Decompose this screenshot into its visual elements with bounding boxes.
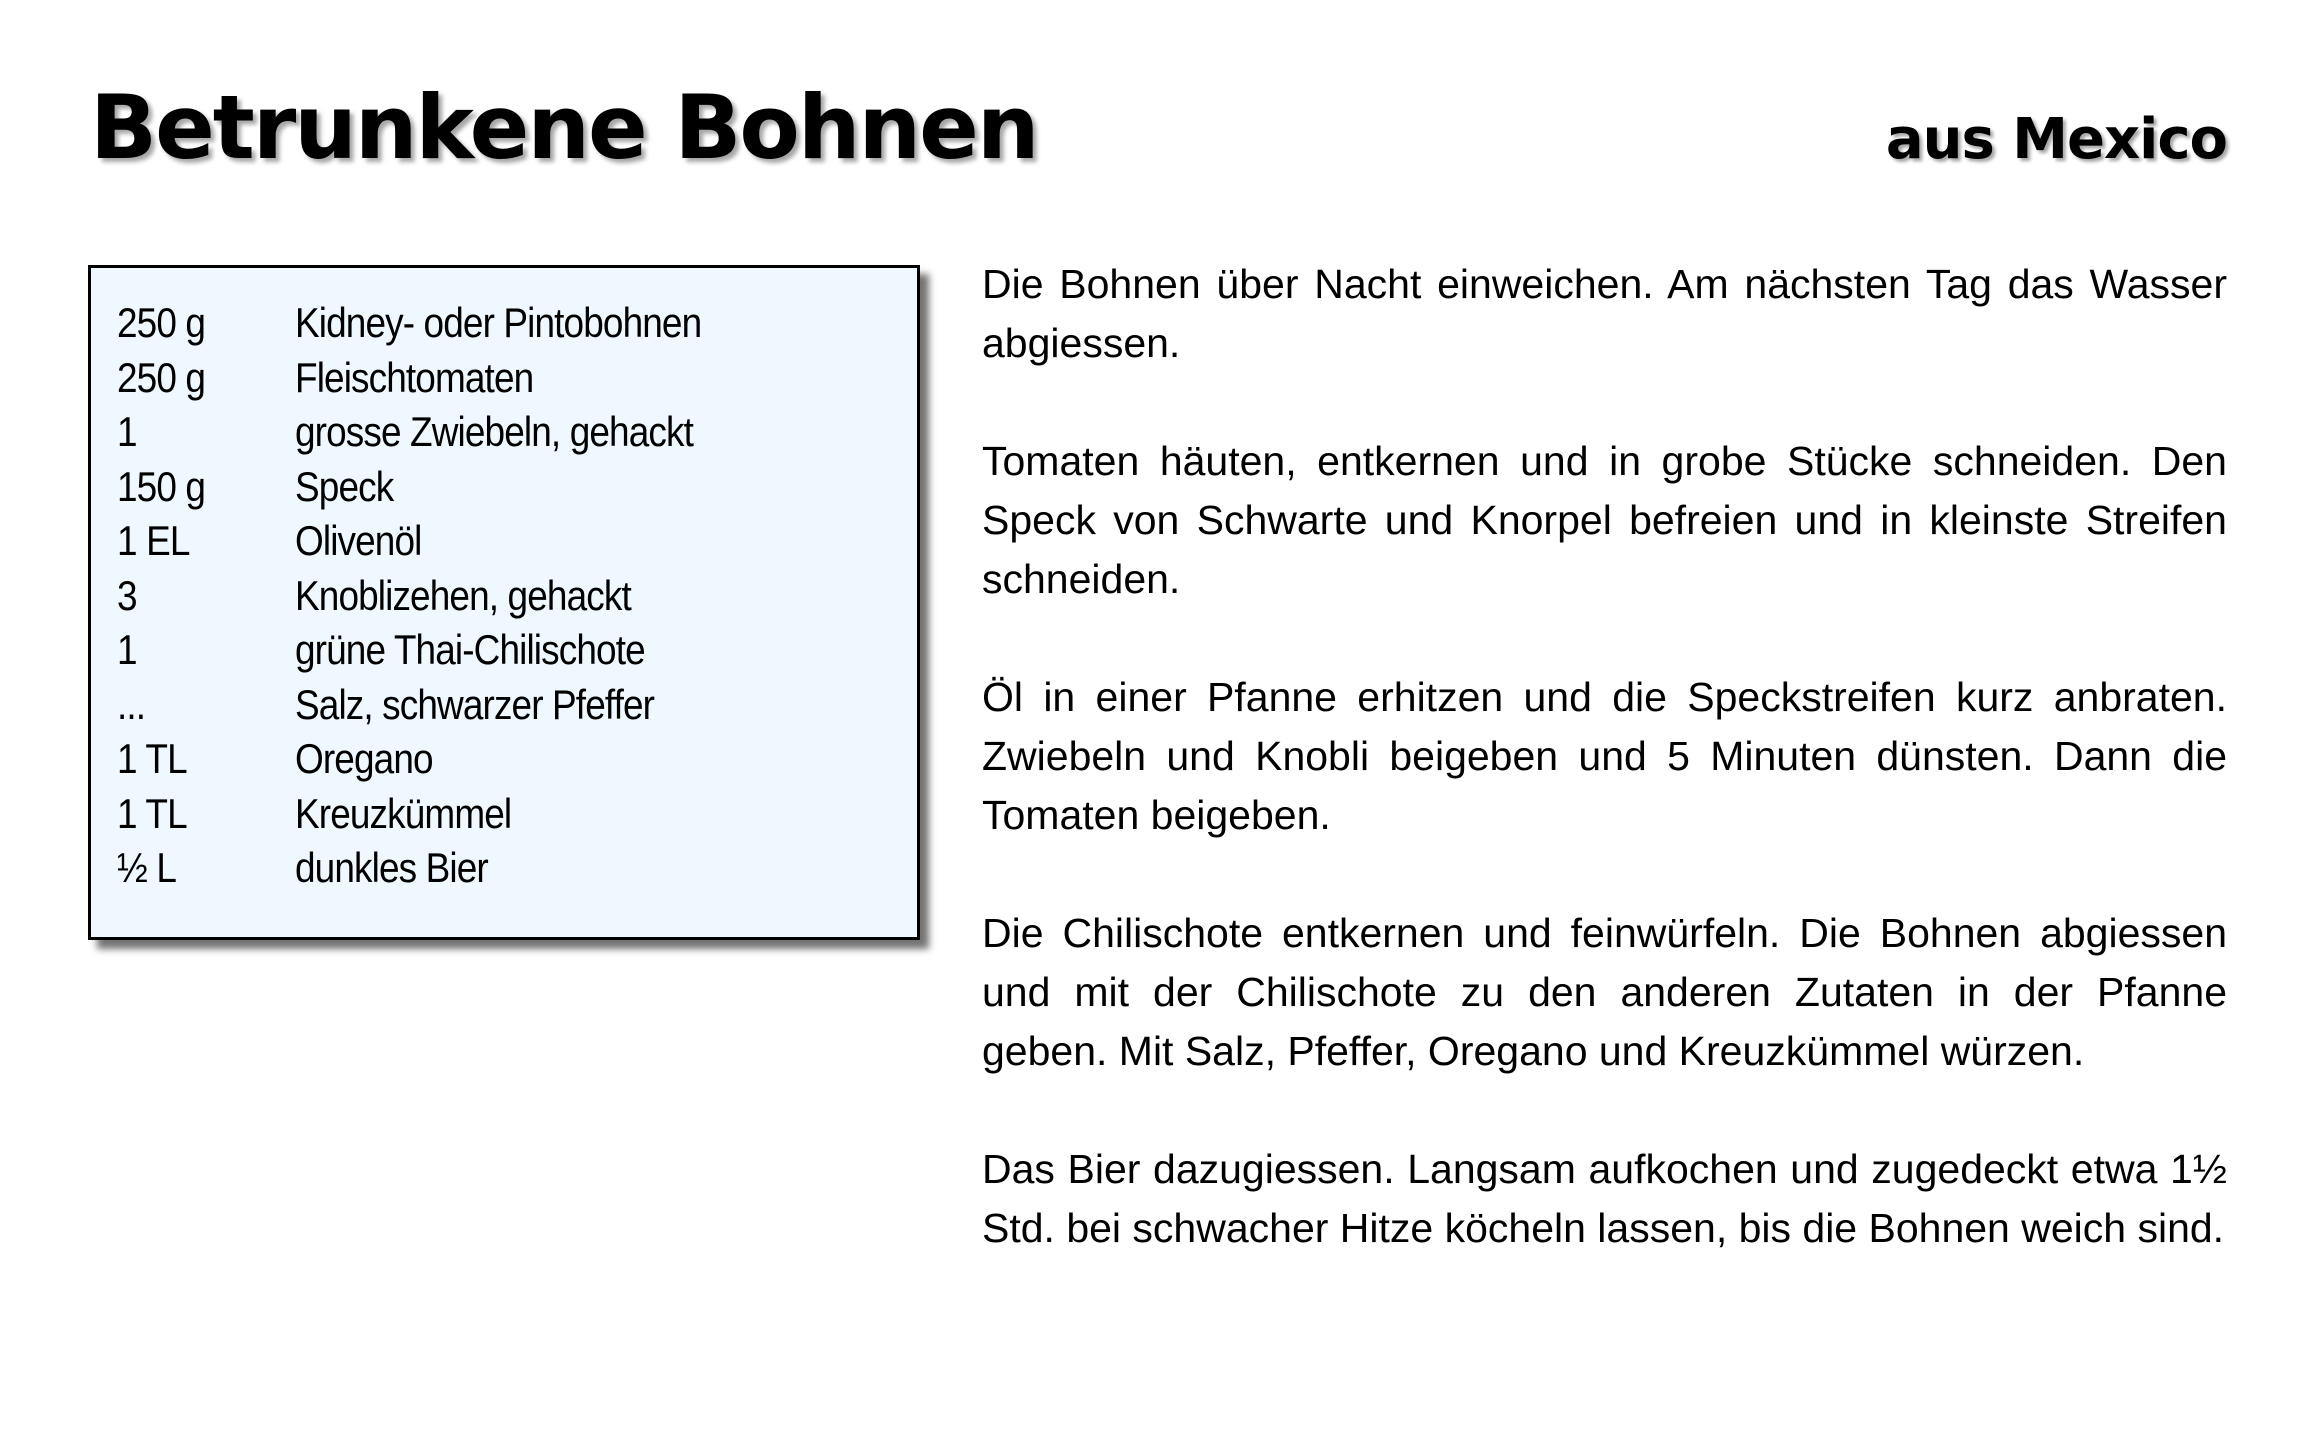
ingredient-row — [117, 623, 897, 678]
ingredient-amount: ½ L — [117, 844, 177, 892]
ingredient-amount: 1 TL — [117, 789, 187, 837]
ingredient-amount: 1 — [117, 626, 137, 674]
ingredient-row — [117, 296, 897, 351]
recipe-title: Betrunkene Bohnen — [90, 76, 1038, 179]
ingredient-row — [117, 405, 897, 460]
ingredient-name: grüne Thai-Chilischote — [295, 626, 645, 674]
ingredient-name: dunkles Bier — [295, 844, 488, 892]
ingredients-box — [88, 265, 920, 940]
recipe-origin: aus Mexico — [1885, 107, 2227, 172]
instruction-step: Die Bohnen über Nacht einweichen. Am nächsten Tag das Wasser abgiessen. — [982, 261, 2227, 366]
instruction-step: Das Bier dazugiessen. Langsam aufkochen und zugedeckt etwa 1½ Std. bei schwacher Hitze köcheln lassen, bis die Bohnen weich sind. — [982, 1146, 2227, 1251]
instruction-step: Öl in einer Pfanne erhitzen und die Speckstreifen kurz anbraten. Zwiebeln und Knobli beigeben und 5 Minuten dünsten. Dann die Tomaten beigeben. — [982, 674, 2227, 838]
ingredient-amount: 150 g — [117, 462, 206, 510]
ingredient-amount: 1 TL — [117, 735, 187, 783]
ingredient-name: Salz, schwarzer Pfeffer — [295, 680, 655, 728]
ingredient-name: Fleischtomaten — [295, 353, 534, 401]
ingredient-amount: 3 — [117, 571, 137, 619]
ingredient-name: Oregano — [295, 735, 433, 783]
ingredient-name: grosse Zwiebeln, gehackt — [295, 408, 693, 456]
ingredient-row — [117, 569, 897, 624]
instruction-step: Tomaten häuten, entkernen und in grobe Stücke schneiden. Den Speck von Schwarte und Knorpel befreien und in kleinste Streifen schneiden. — [982, 438, 2227, 602]
ingredient-row — [117, 514, 897, 569]
ingredient-row — [117, 732, 897, 787]
ingredient-name: Olivenöl — [295, 517, 422, 565]
ingredient-row — [117, 787, 897, 842]
ingredient-row — [117, 841, 897, 896]
ingredient-name: Kidney- oder Pintobohnen — [295, 299, 702, 347]
ingredient-amount: 250 g — [117, 353, 206, 401]
ingredient-name: Speck — [295, 462, 394, 510]
ingredient-row — [117, 351, 897, 406]
ingredient-row — [117, 460, 897, 515]
ingredient-name: Kreuzkümmel — [295, 789, 512, 837]
instruction-step: Die Chilischote entkernen und feinwürfeln. Die Bohnen abgiessen und mit der Chilischote zu den anderen Zutaten in der Pfanne geben. Mit Salz, Pfeffer, Oregano und Kreuzkümmel würzen. — [982, 910, 2227, 1074]
ingredient-amount: 1 EL — [117, 517, 190, 565]
instructions — [982, 255, 2227, 1317]
ingredient-amount: 1 — [117, 408, 137, 456]
ingredient-name: Knoblizehen, gehackt — [295, 571, 631, 619]
ingredient-amount: ... — [117, 680, 146, 728]
ingredient-amount: 250 g — [117, 299, 206, 347]
ingredient-row — [117, 678, 897, 733]
